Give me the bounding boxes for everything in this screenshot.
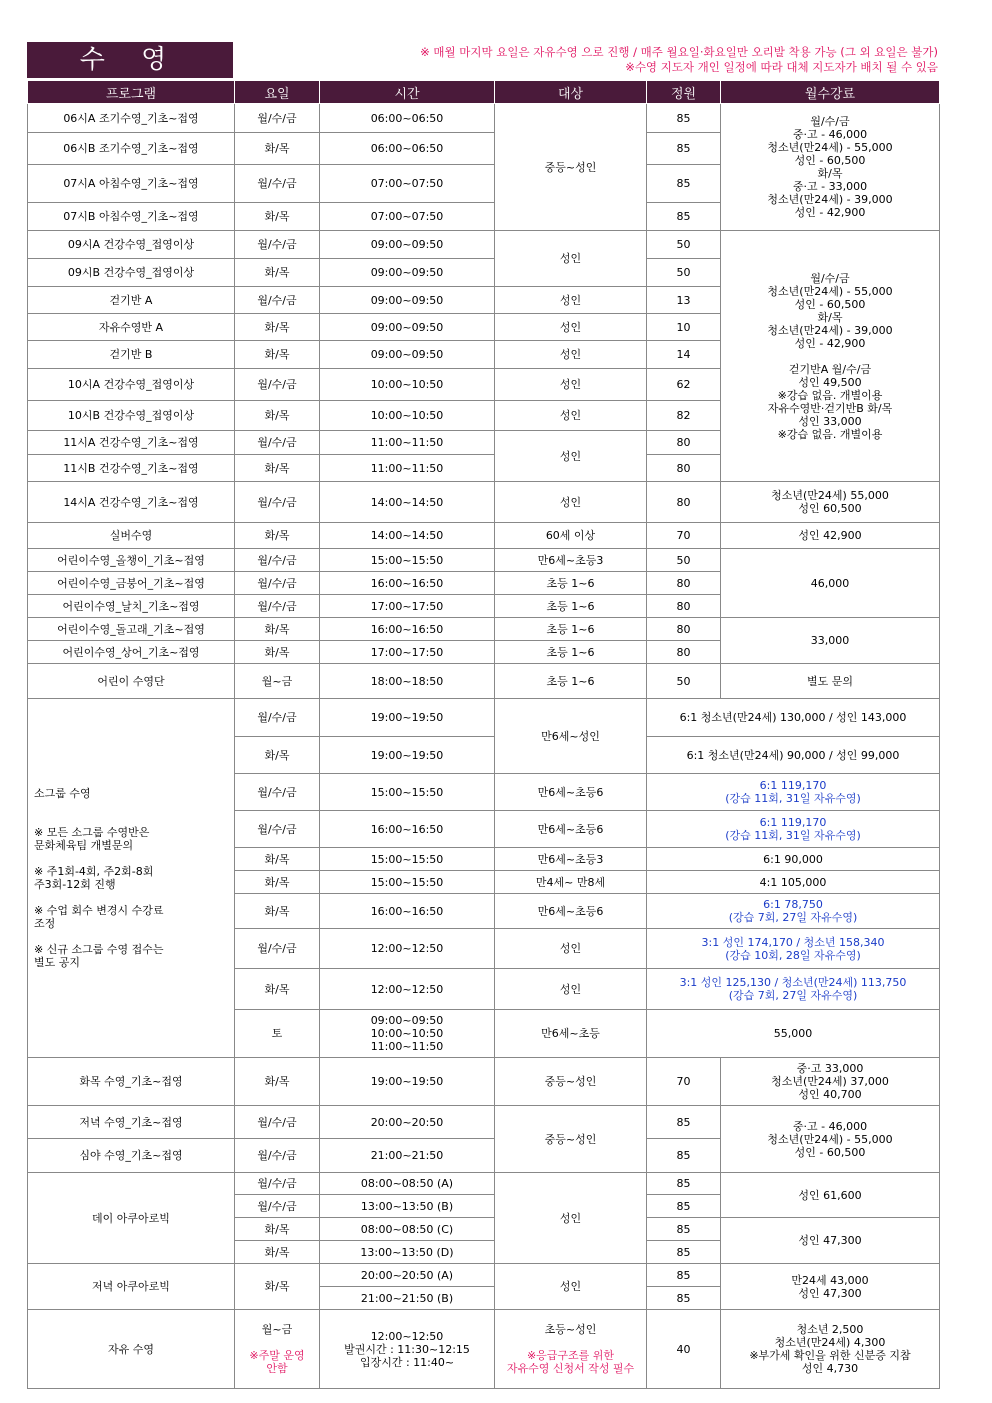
- time-cell: 19:00~19:50: [320, 699, 495, 737]
- fee-cell: 3:1 성인 174,170 / 청소년 158,340 (강습 10회, 28일 자유수영): [647, 929, 940, 969]
- time-cell: 19:00~19:50: [320, 1058, 495, 1106]
- program-cell: 실버수영: [28, 523, 235, 549]
- capacity-cell: 40: [647, 1310, 721, 1389]
- time-cell: 06:00~06:50: [320, 133, 495, 165]
- header-fee: 월수강료: [721, 81, 940, 104]
- capacity-cell: 80: [647, 595, 721, 618]
- program-cell: 자유 수영: [28, 1310, 235, 1389]
- day-cell: 월/수/금: [235, 699, 320, 737]
- time-cell: 11:00~11:50: [320, 431, 495, 455]
- fee-cell: 6:1 청소년(만24세) 90,000 / 성인 99,000: [647, 737, 940, 774]
- day-cell: 월/수/금: [235, 287, 320, 314]
- capacity-cell: 85: [647, 133, 721, 165]
- time-cell: 15:00~15:50: [320, 871, 495, 894]
- capacity-cell: 80: [647, 431, 721, 455]
- day-cell: 화/목: [235, 523, 320, 549]
- fee-cell: 6:1 78,750 (강습 7회, 27일 자유수영): [647, 894, 940, 929]
- schedule-table: [27, 80, 940, 1389]
- time-cell: 17:00~17:50: [320, 595, 495, 618]
- program-cell: 걷기반 A: [28, 287, 235, 314]
- table-row: [28, 1310, 940, 1389]
- target-cell: 만6세~초등6: [495, 894, 647, 929]
- time-cell: 16:00~16:50: [320, 618, 495, 641]
- day-cell: 화/목: [235, 737, 320, 774]
- program-cell: 저녁 수영_기초~접영: [28, 1106, 235, 1139]
- day-cell: [235, 1310, 320, 1389]
- day-cell: 화/목: [235, 969, 320, 1010]
- notice-line-1: ※ 매월 마지막 요일은 자유수영 으로 진행 / 매주 월요일·화요일만 오리발 착용 가능 (그 외 요일은 불가): [420, 45, 938, 59]
- day-note: ※주말 운영 안함: [249, 1349, 305, 1375]
- capacity-cell: 80: [647, 618, 721, 641]
- capacity-cell: 85: [647, 1195, 721, 1218]
- program-cell: 어린이수영_금붕어_기초~접영: [28, 572, 235, 595]
- day-cell: 화/목: [235, 1241, 320, 1264]
- target-cell: 성인: [495, 401, 647, 431]
- program-cell: 데이 아쿠아로빅: [28, 1173, 235, 1264]
- target-cell: 중등~성인: [495, 1106, 647, 1173]
- page-title: 수 영: [27, 42, 233, 78]
- target-cell: 성인: [495, 929, 647, 969]
- day-cell: 토: [235, 1010, 320, 1058]
- fee-cell: 중·고 33,000 청소년(만24세) 37,000 성인 40,700: [721, 1058, 940, 1106]
- table-header-row: [28, 81, 940, 104]
- capacity-cell: 85: [647, 1218, 721, 1241]
- time-cell: 13:00~13:50 (B): [320, 1195, 495, 1218]
- target-cell: 성인: [495, 969, 647, 1010]
- fee-cell: 성인 42,900: [721, 523, 940, 549]
- time-cell: 21:00~21:50: [320, 1139, 495, 1173]
- target-cell: 성인: [495, 314, 647, 341]
- target-cell: 초등 1~6: [495, 572, 647, 595]
- target-cell: 만6세~초등: [495, 1010, 647, 1058]
- target-cell: 성인: [495, 1264, 647, 1310]
- target-cell: 만6세~초등6: [495, 774, 647, 811]
- day-cell: 월/수/금: [235, 929, 320, 969]
- capacity-cell: 85: [647, 165, 721, 203]
- program-cell: 11시A 건강수영_기초~접영: [28, 431, 235, 455]
- day-cell: 화/목: [235, 203, 320, 231]
- capacity-cell: 85: [647, 203, 721, 231]
- time-cell: 07:00~07:50: [320, 203, 495, 231]
- time-cell: 14:00~14:50: [320, 482, 495, 523]
- time-cell: 09:00~09:50: [320, 259, 495, 287]
- target-cell: 초등 1~6: [495, 641, 647, 664]
- time-cell: 09:00~09:50: [320, 341, 495, 369]
- capacity-cell: 80: [647, 641, 721, 664]
- target-note: ※응급구조를 위한 자유수영 신청서 작성 필수: [506, 1349, 635, 1375]
- table-row: [28, 523, 940, 549]
- capacity-cell: 50: [647, 664, 721, 699]
- capacity-cell: 14: [647, 341, 721, 369]
- capacity-cell: 82: [647, 401, 721, 431]
- capacity-cell: 70: [647, 1058, 721, 1106]
- time-cell: 09:00~09:50: [320, 287, 495, 314]
- table-row: [28, 482, 940, 523]
- header-time: 시간: [320, 81, 495, 104]
- capacity-cell: 62: [647, 369, 721, 401]
- day-cell: 화/목: [235, 1058, 320, 1106]
- capacity-cell: 80: [647, 482, 721, 523]
- target-cell: 60세 이상: [495, 523, 647, 549]
- time-cell: 17:00~17:50: [320, 641, 495, 664]
- program-cell: 10시A 건강수영_접영이상: [28, 369, 235, 401]
- day-cell: 월/수/금: [235, 595, 320, 618]
- header-target: 대상: [495, 81, 647, 104]
- time-cell: 16:00~16:50: [320, 894, 495, 929]
- time-cell: 07:00~07:50: [320, 165, 495, 203]
- capacity-cell: 50: [647, 259, 721, 287]
- target-cell: 초등 1~6: [495, 664, 647, 699]
- day-cell: 월/수/금: [235, 104, 320, 133]
- day-cell: 화/목: [235, 894, 320, 929]
- time-cell: 09:00~09:50 10:00~10:50 11:00~11:50: [320, 1010, 495, 1058]
- capacity-cell: 80: [647, 455, 721, 482]
- fee-cell: 청소년 2,500 청소년(만24세) 4,300 ※부가세 확인을 위한 신분증 지참 성인 4,730: [721, 1310, 940, 1389]
- program-cell: 어린이수영_날치_기초~접영: [28, 595, 235, 618]
- day-cell: 화/목: [235, 848, 320, 871]
- time-cell: 08:00~08:50 (C): [320, 1218, 495, 1241]
- program-cell: 09시A 건강수영_접영이상: [28, 231, 235, 259]
- program-cell: 06시A 조기수영_기초~접영: [28, 104, 235, 133]
- capacity-cell: 85: [647, 1106, 721, 1139]
- table-row: [28, 231, 940, 259]
- table-row: [28, 699, 940, 737]
- time-cell: 13:00~13:50 (D): [320, 1241, 495, 1264]
- time-cell: 15:00~15:50: [320, 549, 495, 572]
- capacity-cell: 85: [647, 1241, 721, 1264]
- target-cell: 성인: [495, 431, 647, 482]
- target-cell: 만6세~초등3: [495, 848, 647, 871]
- notice-text: [420, 45, 938, 75]
- day-cell: 월/수/금: [235, 482, 320, 523]
- capacity-cell: 10: [647, 314, 721, 341]
- capacity-cell: 85: [647, 1287, 721, 1310]
- time-cell: 12:00~12:50: [320, 969, 495, 1010]
- target-cell: 성인: [495, 231, 647, 287]
- time-cell: 09:00~09:50: [320, 314, 495, 341]
- capacity-cell: 80: [647, 572, 721, 595]
- fee-cell: 만24세 43,000 성인 47,300: [721, 1264, 940, 1310]
- time-cell: 20:00~20:50 (A): [320, 1264, 495, 1287]
- table-row: [28, 549, 940, 572]
- target-cell: 성인: [495, 287, 647, 314]
- header-capacity: 정원: [647, 81, 721, 104]
- target-cell: 만6세~초등6: [495, 811, 647, 848]
- day-cell: 화/목: [235, 259, 320, 287]
- target-cell: 초등 1~6: [495, 618, 647, 641]
- program-cell: 어린이수영_올챙이_기초~접영: [28, 549, 235, 572]
- time-cell: 12:00~12:50 발권시간 : 11:30~12:15 입장시간 : 11:40~: [320, 1310, 495, 1389]
- time-cell: 21:00~21:50 (B): [320, 1287, 495, 1310]
- day-cell: 월/수/금: [235, 1173, 320, 1195]
- capacity-cell: 85: [647, 1139, 721, 1173]
- time-cell: 11:00~11:50: [320, 455, 495, 482]
- day-cell: 월/수/금: [235, 1106, 320, 1139]
- fee-cell: 4:1 105,000: [647, 871, 940, 894]
- time-cell: 16:00~16:50: [320, 811, 495, 848]
- day-cell: 화/목: [235, 401, 320, 431]
- capacity-cell: 85: [647, 1264, 721, 1287]
- capacity-cell: 50: [647, 549, 721, 572]
- time-cell: 10:00~10:50: [320, 369, 495, 401]
- day-cell: 월/수/금: [235, 811, 320, 848]
- day-cell: 월/수/금: [235, 1195, 320, 1218]
- day-cell: 화/목: [235, 314, 320, 341]
- target-cell: 중등~성인: [495, 1058, 647, 1106]
- program-cell: 09시B 건강수영_접영이상: [28, 259, 235, 287]
- fee-cell: 성인 47,300: [721, 1218, 940, 1264]
- day-cell: 화/목: [235, 618, 320, 641]
- table-row: [28, 1264, 940, 1287]
- time-cell: 15:00~15:50: [320, 774, 495, 811]
- fee-cell: 월/수/금 청소년(만24세) - 55,000 성인 - 60,500 화/목 청소년(만24세) - 39,000 성인 - 42,900 걷기반A 월/수/금 성인 49,500 ※강습 없음. 개별이용 자유수영반·걷기반B 화/목 성인 33,000 ※강습 없음. 개별이용: [721, 231, 940, 482]
- day-cell: 화/목: [235, 641, 320, 664]
- program-cell: 11시B 건강수영_기초~접영: [28, 455, 235, 482]
- program-cell: 어린이수영_돌고래_기초~접영: [28, 618, 235, 641]
- fee-cell: 월/수/금 중·고 - 46,000 청소년(만24세) - 55,000 성인 - 60,500 화/목 중·고 - 33,000 청소년(만24세) - 39,000 성인 - 42,900: [721, 104, 940, 231]
- day-cell: 화/목: [235, 871, 320, 894]
- program-cell: 어린이수영_상어_기초~접영: [28, 641, 235, 664]
- fee-cell: 6:1 90,000: [647, 848, 940, 871]
- program-cell: 자유수영반 A: [28, 314, 235, 341]
- program-cell: 07시A 아침수영_기초~접영: [28, 165, 235, 203]
- day-cell: 월/수/금: [235, 165, 320, 203]
- day-cell: 월/수/금: [235, 431, 320, 455]
- day-cell: 월/수/금: [235, 549, 320, 572]
- program-cell: 화목 수영_기초~접영: [28, 1058, 235, 1106]
- target-cell: 성인: [495, 341, 647, 369]
- day-text: 월~금: [261, 1323, 293, 1336]
- capacity-cell: 70: [647, 523, 721, 549]
- target-cell: 만6세~초등3: [495, 549, 647, 572]
- program-cell: 어린이 수영단: [28, 664, 235, 699]
- capacity-cell: 85: [647, 104, 721, 133]
- fee-cell: 6:1 청소년(만24세) 130,000 / 성인 143,000: [647, 699, 940, 737]
- table-row: [28, 104, 940, 133]
- table-row: [28, 1106, 940, 1139]
- day-cell: 월/수/금: [235, 572, 320, 595]
- time-cell: 14:00~14:50: [320, 523, 495, 549]
- time-cell: 08:00~08:50 (A): [320, 1173, 495, 1195]
- table-row: [28, 618, 940, 641]
- fee-cell: 별도 문의: [721, 664, 940, 699]
- target-cell: [495, 1310, 647, 1389]
- program-cell: 저녁 아쿠아로빅: [28, 1264, 235, 1310]
- day-cell: 월~금: [235, 664, 320, 699]
- time-cell: 18:00~18:50: [320, 664, 495, 699]
- fee-cell: 55,000: [647, 1010, 940, 1058]
- notice-line-2: ※수영 지도자 개인 일정에 따라 대체 지도자가 배치 될 수 있음: [625, 60, 938, 74]
- program-cell: 심야 수영_기초~접영: [28, 1139, 235, 1173]
- day-cell: 화/목: [235, 455, 320, 482]
- fee-cell: 성인 61,600: [721, 1173, 940, 1218]
- target-cell: 성인: [495, 369, 647, 401]
- program-cell: 14시A 건강수영_기초~접영: [28, 482, 235, 523]
- fee-cell: 6:1 119,170 (강습 11회, 31일 자유수영): [647, 774, 940, 811]
- header-day: 요일: [235, 81, 320, 104]
- target-cell: 성인: [495, 1173, 647, 1264]
- program-cell: 06시B 조기수영_기초~접영: [28, 133, 235, 165]
- day-cell: 월/수/금: [235, 231, 320, 259]
- small-group-program-cell: 소그룹 수영 ※ 모든 소그룹 수영반은 문화체육팀 개별문의 ※ 주1회-4회, 주2회-8회 주3회-12회 진행 ※ 수업 회수 변경시 수강료 조정 ※ 신규 소그룹 수영 접수는 별도 공지: [28, 699, 235, 1058]
- header-program: 프로그램: [28, 81, 235, 104]
- table-row: [28, 1058, 940, 1106]
- table-row: [28, 1173, 940, 1195]
- time-cell: 16:00~16:50: [320, 572, 495, 595]
- time-cell: 10:00~10:50: [320, 401, 495, 431]
- capacity-cell: 13: [647, 287, 721, 314]
- target-cell: 만6세~성인: [495, 699, 647, 774]
- target-cell: 만4세~ 만8세: [495, 871, 647, 894]
- program-cell: 걷기반 B: [28, 341, 235, 369]
- time-cell: 15:00~15:50: [320, 848, 495, 871]
- program-cell: 07시B 아침수영_기초~접영: [28, 203, 235, 231]
- day-cell: 화/목: [235, 1264, 320, 1310]
- target-cell: 중등~성인: [495, 104, 647, 231]
- target-text: 초등~성인: [544, 1323, 597, 1336]
- table-row: [28, 664, 940, 699]
- target-cell: 초등 1~6: [495, 595, 647, 618]
- fee-cell: 3:1 성인 125,130 / 청소년(만24세) 113,750 (강습 7회, 27일 자유수영): [647, 969, 940, 1010]
- time-cell: 12:00~12:50: [320, 929, 495, 969]
- fee-cell: 중·고 - 46,000 청소년(만24세) - 55,000 성인 - 60,500: [721, 1106, 940, 1173]
- day-cell: 화/목: [235, 1218, 320, 1241]
- fee-cell: 청소년(만24세) 55,000 성인 60,500: [721, 482, 940, 523]
- program-cell: 10시B 건강수영_접영이상: [28, 401, 235, 431]
- fee-cell: 6:1 119,170 (강습 11회, 31일 자유수영): [647, 811, 940, 848]
- fee-cell: 46,000: [721, 549, 940, 618]
- day-cell: 월/수/금: [235, 1139, 320, 1173]
- target-cell: 성인: [495, 482, 647, 523]
- capacity-cell: 50: [647, 231, 721, 259]
- time-cell: 19:00~19:50: [320, 737, 495, 774]
- day-cell: 화/목: [235, 341, 320, 369]
- fee-cell: 33,000: [721, 618, 940, 664]
- time-cell: 06:00~06:50: [320, 104, 495, 133]
- day-cell: 월/수/금: [235, 774, 320, 811]
- time-cell: 20:00~20:50: [320, 1106, 495, 1139]
- capacity-cell: 85: [647, 1173, 721, 1195]
- day-cell: 화/목: [235, 133, 320, 165]
- day-cell: 월/수/금: [235, 369, 320, 401]
- time-cell: 09:00~09:50: [320, 231, 495, 259]
